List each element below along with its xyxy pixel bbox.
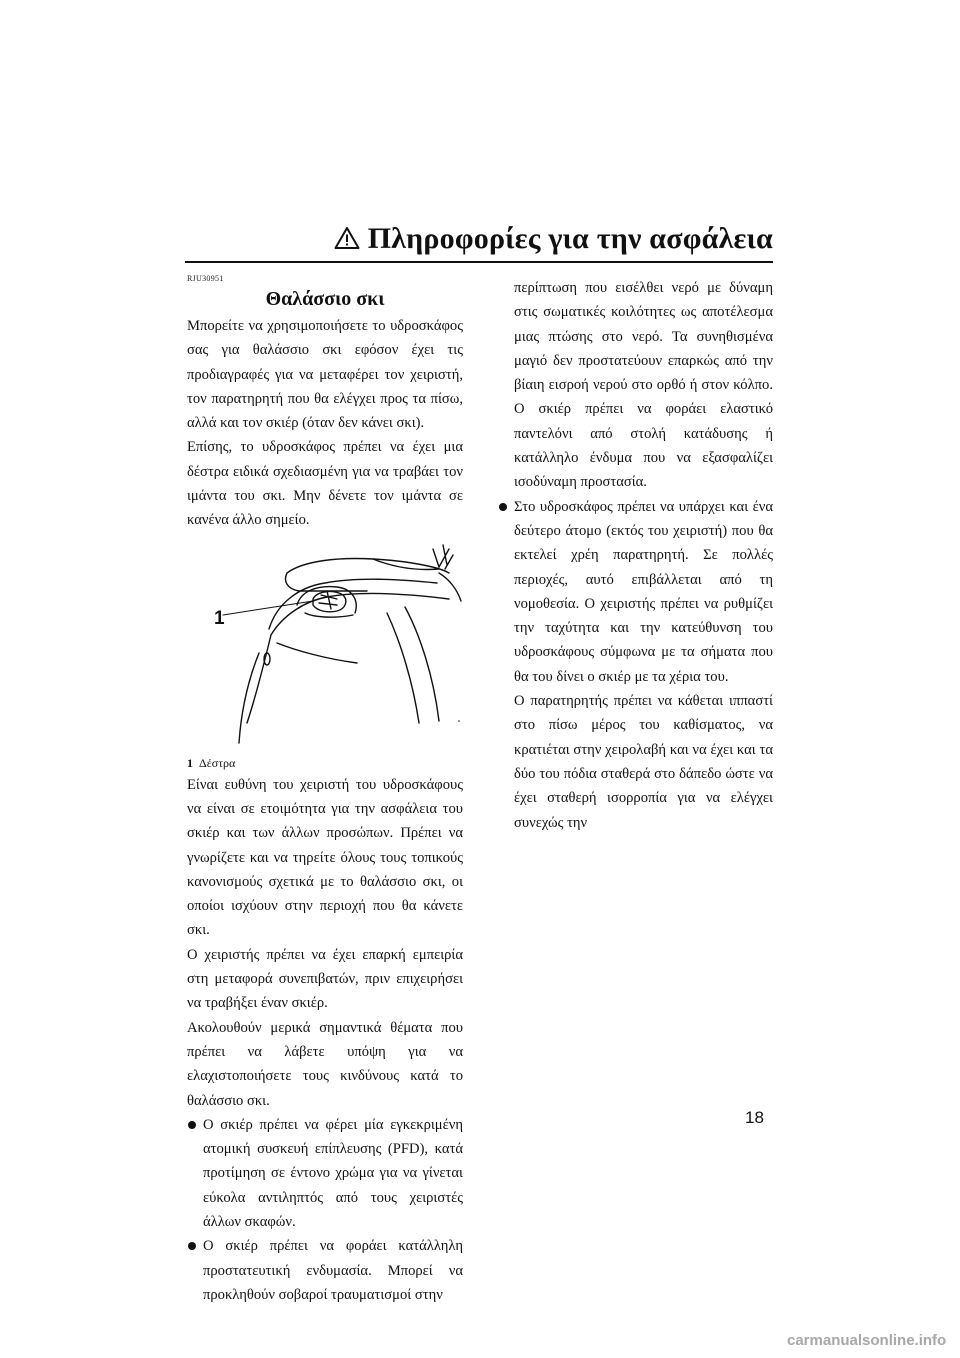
tow-point-illustration	[187, 543, 463, 753]
watercraft-stern-drawing	[187, 543, 463, 753]
bullet-icon	[188, 1121, 196, 1129]
list-item	[498, 495, 773, 689]
section-code: RJU30951	[187, 274, 224, 283]
list-item-continuation	[498, 276, 773, 495]
figure-caption	[187, 755, 463, 771]
section-title: Θαλάσσιο σκι	[265, 288, 385, 310]
observer-continuation-text: Ο παρατηρητής πρέπει να κάθεται ιππαστί στο πίσω μέρος του καθίσματος, να κρατιέται στην χειρολαβή και να έχει και τα δύο του πόδια σταθερά στο δάπεδο ώστε να έχει σταθερή ισορροπία για να ελέγχει συνεχώς την	[514, 693, 773, 831]
bullet-icon	[499, 503, 507, 511]
header-divider	[185, 261, 773, 263]
watermark: carmanualsonline.info	[787, 1332, 947, 1349]
figure-callout-number: 1	[214, 607, 225, 629]
experience-paragraph: Ο χειριστής πρέπει να έχει επαρκή εμπειρία στη μεταφορά συνεπιβατών, πριν επιχειρήσει να τραβήξει έναν σκιέρ.	[187, 946, 463, 1012]
right-column	[498, 276, 773, 835]
bullet-text-observer: Στο υδροσκάφος πρέπει να υπάρχει και ένα δεύτερο άτομο (εκτός του χειριστή) που θα εκτελεί χρέη παρατηρητή. Σε πολλές περιοχές, αυτό επιβάλλεται από τη νομοθεσία. Ο χειριστής πρέπει να ρυθμίζει την ταχύτητα και την κατεύθυνση του υδροσκάφους σύμφωνα με τα σήματα που θα του δίνει ο σκιέρ με τα χέρια του.	[514, 498, 773, 685]
bullet-text-pfd: Ο σκιέρ πρέπει να φέρει μία εγκεκριμένη ατομική συσκευή επίπλευσης (PFD), κατά προτίμηση σε έντονο χρώμα για να γίνεται εύκολα αντιληπτός από τους χειριστές άλλων σκαφών.	[203, 1116, 463, 1231]
intro-paragraph: Μπορείτε να χρησιμοποιήσετε το υδροσκάφος σας για θαλάσσιο σκι εφόσον έχει τις προδιαγραφές για να μεταφέρει τον χειριστή, τον παρατηρητή που θα ελέγχει προς τα πίσω, αλλά και τον σκιέρ (όταν δεν κάνει σκι).	[187, 318, 463, 432]
header-title: Πληροφορίες για την ασφάλεια	[367, 222, 773, 255]
tow-point-paragraph: Επίσης, το υδροσκάφος πρέπει να έχει μια δέστρα ειδικά σχεδιασμένη για να τραβάει τον ιμάντα του σκι. Μην δένετε τον ιμάντα σε κανένα άλλο σημείο.	[187, 439, 463, 529]
list-item	[187, 1234, 463, 1307]
left-column	[187, 274, 463, 1307]
warning-triangle-icon	[334, 226, 360, 250]
header-title-row	[334, 222, 773, 256]
list-item	[187, 1113, 463, 1234]
caption-text: Δέστρα	[199, 755, 236, 770]
page-number: 18	[745, 1108, 764, 1127]
list-item-continuation	[498, 689, 773, 835]
page-header	[185, 222, 773, 258]
responsibility-paragraph: Είναι ευθύνη του χειριστή του υδροσκάφους να είναι σε ετοιμότητα για την ασφάλεια του σκιέρ και των άλλων προσώπων. Πρέπει να γνωρίζετε και να τηρείτε όλους τους τοπικούς κανονισμούς σχετικά με το θαλάσσιο σκι, οι οποίοι ισχύουν στην περιοχή που θα κάνετε σκι.	[187, 776, 463, 939]
clothing-continuation-text: περίπτωση που εισέλθει νερό με δύναμη στις σωματικές κοιλότητες ως αποτέλεσμα μιας πτώσης στο νερό. Τα συνηθισμένα μαγιό δεν προστατεύουν επαρκώς από την βίαιη εισροή νερού στο ορθό ή στον κόλπο. Ο σκιέρ πρέπει να φοράει ελαστικό παντελόνι από στολή κατάδυσης ή κατάλληλο ένδυμα που να εξασφαλίζει ισοδύναμη προστασία.	[514, 280, 773, 491]
caption-number: 1	[187, 755, 193, 770]
considerations-paragraph: Ακολουθούν μερικά σημαντικά θέματα που πρέπει να λάβετε υπόψη για να ελαχιστοποιήσετε τους κινδύνους κατά το θαλάσσιο σκι.	[187, 1019, 463, 1109]
bullet-icon	[188, 1242, 196, 1250]
bullet-text-clothing: Ο σκιέρ πρέπει να φοράει κατάλληλη προστατευτική ενδυμασία. Μπορεί να προκληθούν σοβαροί τραυματισμοί στην	[203, 1238, 463, 1303]
